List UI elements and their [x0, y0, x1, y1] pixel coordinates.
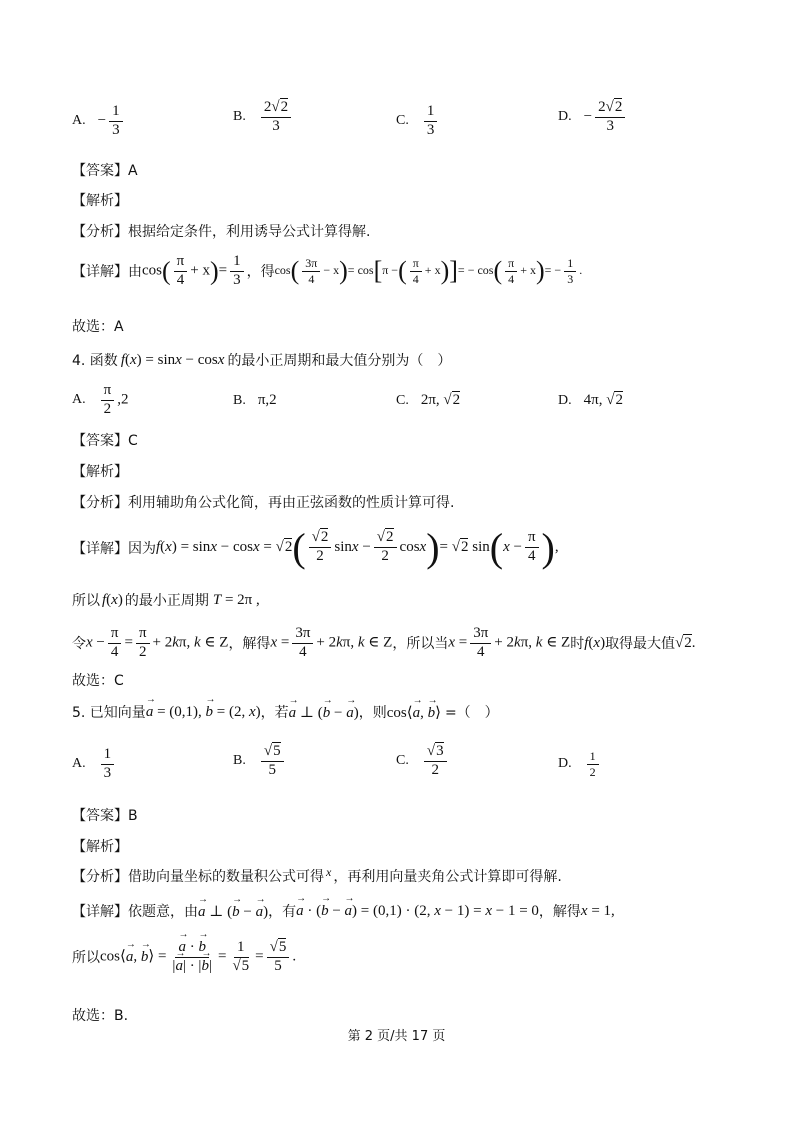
q5-xiangjie	[72, 901, 615, 921]
q4-fenxi: 【分析】利用辅助角公式化简，再由正弦函数的性质计算可得.	[72, 495, 455, 511]
q4-line3	[72, 626, 696, 661]
q4-line3-sqrt: √2.	[675, 634, 696, 651]
q5-stem-prefix: 5. 已知向量	[72, 705, 146, 721]
q5-stem-then: ，则	[358, 705, 387, 721]
q5-stem-if: ，若	[260, 705, 289, 721]
q5-option-d-math: $\frac{1}{2}$	[584, 750, 602, 778]
option-a-label: A.	[72, 113, 86, 129]
q5-fenxi-text: 【分析】借助向量坐标的数量积公式可得	[72, 869, 324, 885]
q3-analysis: 【解析】	[72, 193, 128, 209]
option-c-math: $\frac{1}{3}$	[421, 104, 441, 139]
q3-formula-1: cos( $\frac{\pi}{4}$ + x)= $\frac{1}{3}$	[142, 254, 247, 289]
option-c	[396, 104, 440, 139]
q4-stem-prefix: 4. 函数	[72, 353, 118, 369]
q4-option-d-math: 4π, √2	[583, 392, 623, 408]
q4-option-a-math: $\frac{\pi}{2}$ ,2	[98, 383, 129, 418]
option-b	[233, 100, 294, 135]
q5-option-c-math: $\frac{√3}{2}$	[421, 744, 450, 779]
q5-xiangjie-solve: ，解得	[538, 904, 581, 920]
q5-xiangjie-perp: → a ⊥ (→ b − → a)	[198, 902, 268, 921]
q4-option-c-label: C.	[396, 392, 409, 408]
q4-option-d	[558, 392, 623, 409]
q5-line2	[72, 940, 296, 975]
q5-option-b	[233, 744, 287, 779]
option-d	[558, 100, 628, 135]
q5-fenxi-x: x	[326, 864, 332, 879]
q5-fenxi-suffix: ，再利用向量夹角公式计算即可得解.	[333, 869, 562, 885]
q4-option-a	[72, 383, 128, 418]
q3-fenxi: 【分析】根据给定条件，利用诱导公式计算得解.	[72, 224, 371, 240]
q5-option-a	[72, 747, 117, 782]
q5-option-c-label: C.	[396, 753, 409, 769]
q3-xiangjie	[72, 254, 582, 289]
q4-line3-fx: f(x)	[584, 634, 606, 651]
q5-stem-blank: =（ ）	[444, 705, 499, 721]
q4-line2-mid: 的最小正周期	[124, 593, 209, 609]
q4-line3-max: 取得最大值	[605, 636, 676, 653]
q5-option-b-math: $\frac{√5}{5}$	[258, 744, 287, 779]
q5-answer: 【答案】B	[72, 808, 138, 824]
q4-xiangjie-prefix: 【详解】因为	[72, 540, 156, 557]
q5-option-d	[558, 750, 602, 778]
option-d-math: − $\frac{2√2}{3}$	[584, 100, 629, 135]
q5-analysis: 【解析】	[72, 839, 128, 855]
q4-line2-period: T = 2π ,	[212, 591, 260, 608]
q4-stem-formula: f(x) = sinx − cosx	[120, 351, 225, 368]
q4-option-b-math: π,2	[257, 392, 277, 408]
option-d-label: D.	[558, 109, 572, 125]
q3-formula-2: cos( $\frac{3\pi}{4}$ − x)= cos[π −( $\frac{\pi}{4}$ + x)]= − cos( $\frac{\pi}{4}$ + x)= − $\frac{1}{3}$ .	[274, 256, 583, 286]
q5-fenxi	[72, 866, 562, 886]
option-c-label: C.	[396, 113, 409, 129]
q3-choice: 故选：A	[72, 319, 124, 335]
q5-stem-perp: → a ⊥ (→ b − → a)	[289, 703, 359, 722]
q4-line3-prefix: 令	[72, 636, 86, 653]
q4-answer: 【答案】C	[72, 433, 138, 449]
page-footer: 第 2 页/共 17 页	[347, 1029, 446, 1044]
q5-option-d-label: D.	[558, 756, 572, 772]
q3-xiangjie-prefix: 【详解】由	[72, 264, 142, 281]
q5-xiangjie-have: ，有	[268, 904, 297, 920]
q4-option-b-label: B.	[233, 392, 246, 408]
q4-line3-eq3: x = $\frac{3\pi}{4}$ + 2kπ, k ∈ Z	[448, 625, 571, 660]
q5-line2-prefix: 所以	[72, 950, 100, 967]
q5-choice: 故选：B.	[72, 1008, 129, 1024]
q5-option-c	[396, 744, 450, 779]
q4-stem-suffix: 的最小正周期和最大值分别为（ ）	[227, 353, 452, 369]
q4-option-a-label: A.	[72, 392, 86, 408]
q3-answer: 【答案】A	[72, 163, 138, 179]
q5-xiangjie-x: x = 1,	[580, 902, 615, 919]
q4-line2-fx: f(x)	[102, 591, 123, 608]
q4-line3-so: ，所以当	[392, 636, 449, 653]
q5-stem-cos: cos⟨→ a, → b⟩	[387, 703, 441, 722]
q4-line3-when: 时	[570, 636, 585, 653]
q5-stem-vectors: → a = (0,1), → b = (2, x)	[146, 704, 261, 721]
q5-xiangjie-dot: → a · (→ b − → a) = (0,1) · (2, x − 1) = x − 1 = 0	[296, 903, 539, 920]
q4-analysis: 【解析】	[72, 464, 128, 480]
option-a	[72, 104, 126, 139]
q4-line3-solve: ，解得	[228, 636, 271, 653]
q4-line2	[72, 590, 260, 610]
q4-xiangjie	[72, 524, 559, 571]
q4-option-b	[233, 392, 277, 409]
q5-option-a-label: A.	[72, 756, 86, 772]
q5-option-a-math: $\frac{1}{3}$	[98, 747, 118, 782]
q5-option-b-label: B.	[233, 753, 246, 769]
q5-stem	[72, 702, 499, 722]
q4-line2-prefix: 所以	[72, 593, 100, 609]
q4-option-c	[396, 392, 460, 409]
q4-option-c-math: 2π, √2	[420, 392, 461, 408]
q5-line2-formula: cos⟨→ a, → b⟩ = → $\frac{a \cdot \to b}{|\to a| \cdot |\to b|}$ = $\frac{1}{√5}$ = $\frac{√5}{5}$ .	[100, 940, 296, 975]
q4-line3-eq2: x = $\frac{3\pi}{4}$ + 2kπ, k ∈ Z	[270, 625, 393, 660]
option-b-label: B.	[233, 109, 246, 125]
q4-stem	[72, 350, 451, 370]
q5-xiangjie-prefix: 【详解】依题意，由	[72, 904, 198, 920]
q4-option-d-label: D.	[558, 392, 572, 408]
q4-choice: 故选：C	[72, 673, 124, 689]
q4-line3-eq1: x − $\frac{\pi}{4}$ = $\frac{\pi}{2}$ + 2kπ, k ∈ Z	[86, 625, 229, 660]
option-a-math: − $\frac{1}{3}$	[98, 104, 126, 139]
q3-xiangjie-mid: ，得	[246, 264, 275, 281]
q4-formula-1: f(x) = sinx − cosx = √2( $\frac{√2}{2}$ sinx − $\frac{√2}{2}$ cosx)= √2 sin(x − $\frac{\pi}{4}$ ),	[156, 525, 559, 570]
option-b-math: $\frac{2√2}{3}$	[258, 100, 294, 135]
